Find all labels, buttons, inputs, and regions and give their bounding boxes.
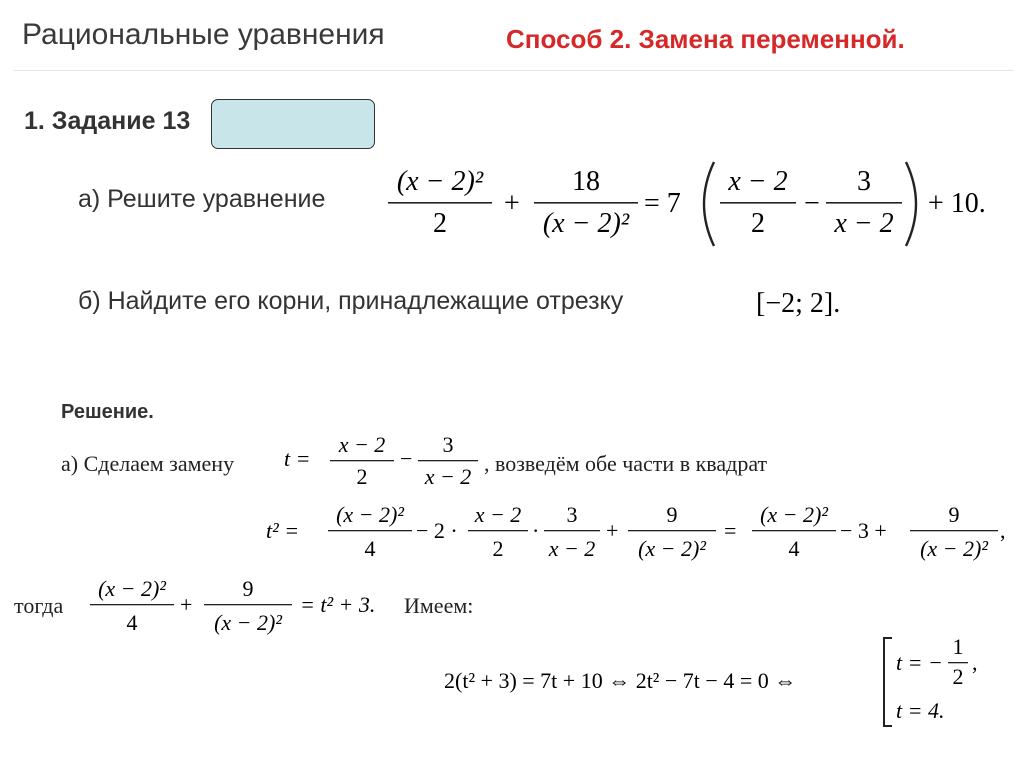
sq-f3d: x − 2 bbox=[548, 536, 596, 561]
sq-f6d: (x − 2)² bbox=[920, 536, 988, 561]
then-plus: + bbox=[180, 592, 193, 617]
final-equivalence bbox=[444, 634, 1004, 730]
root1-prefix: t = − bbox=[896, 650, 943, 675]
sq-f1d: 4 bbox=[364, 536, 376, 561]
sq-bar3 bbox=[544, 530, 600, 531]
eq-frac2-bar bbox=[534, 202, 638, 204]
eq-equals-seven: = 7 bbox=[644, 188, 681, 219]
have-word: Имеем: bbox=[404, 593, 474, 618]
sub-t-eq: t = bbox=[284, 446, 311, 471]
then-equation bbox=[88, 570, 376, 646]
system-bracket bbox=[884, 638, 892, 726]
title-divider bbox=[14, 70, 1014, 71]
sub-minus: − bbox=[400, 446, 413, 471]
sq-f2d: 2 bbox=[492, 536, 504, 561]
method-heading: Способ 2. Замена переменной. bbox=[506, 24, 905, 54]
sq-mid2: − 3 + bbox=[840, 518, 887, 543]
eq-frac1-num: (x − 2)² bbox=[396, 166, 484, 197]
then-rhs: = t² + 3. bbox=[300, 592, 376, 617]
sq-plus: + bbox=[606, 518, 619, 543]
sq-mid1: − 2 · bbox=[416, 518, 458, 543]
slide-title: Рациональные уравнения bbox=[22, 18, 385, 51]
sq-bar2 bbox=[468, 530, 528, 531]
sq-f2n: x − 2 bbox=[474, 502, 522, 527]
interval bbox=[752, 284, 872, 324]
eq-inner2-den: x − 2 bbox=[834, 208, 894, 239]
eq-plus: + bbox=[504, 188, 520, 219]
substitution-suffix: , возведём обе части в квадрат bbox=[484, 451, 768, 476]
sq-dot: · bbox=[532, 518, 540, 543]
sq-f5d: 4 bbox=[788, 536, 800, 561]
sq-f5n: (x − 2)² bbox=[760, 502, 828, 527]
sq-f4n: 9 bbox=[666, 502, 678, 527]
sq-f4d: (x − 2)² bbox=[638, 536, 706, 561]
sub-den1: 2 bbox=[356, 464, 368, 489]
sq-f1n: (x − 2)² bbox=[336, 502, 404, 527]
sub-num2: 3 bbox=[442, 432, 454, 457]
root2: t = 4. bbox=[896, 698, 945, 723]
sq-bar4 bbox=[628, 530, 716, 531]
then-f2d: (x − 2)² bbox=[214, 610, 282, 635]
sq-f3n: 3 bbox=[566, 502, 578, 527]
eq-inner1-den: 2 bbox=[751, 208, 765, 239]
eq-inner1-bar bbox=[720, 202, 796, 204]
sq-bar5 bbox=[752, 530, 836, 531]
then-f2n: 9 bbox=[242, 576, 254, 601]
then-f1d: 4 bbox=[126, 610, 138, 635]
square-expansion bbox=[266, 496, 1016, 572]
root1-den: 2 bbox=[952, 664, 964, 689]
sq-bar6 bbox=[910, 530, 998, 531]
eq-frac2-den: (x − 2)² bbox=[542, 208, 630, 239]
eq-minus: − bbox=[804, 188, 820, 219]
then-bar1 bbox=[90, 604, 174, 605]
then-word: тогда bbox=[14, 593, 64, 618]
eq-frac1-bar bbox=[388, 202, 492, 204]
substitution-formula bbox=[284, 428, 484, 498]
final-chain: 2(t² + 3) = 7t + 10 ⇔ 2t² − 7t − 4 = 0 ⇔ bbox=[444, 668, 797, 693]
sq-f6n: 9 bbox=[948, 502, 960, 527]
eq-left-paren bbox=[704, 162, 714, 246]
root1-comma: , bbox=[972, 650, 978, 675]
sub-num1: x − 2 bbox=[338, 432, 386, 457]
task-label: 1. Задание 13 bbox=[24, 107, 191, 135]
root1-num: 1 bbox=[952, 634, 964, 659]
then-f1n: (x − 2)² bbox=[98, 576, 166, 601]
interval-text: [−2; 2]. bbox=[756, 288, 841, 319]
then-bar2 bbox=[204, 604, 292, 605]
eq-frac1-den: 2 bbox=[433, 208, 447, 239]
sq-lhs: t² = bbox=[266, 518, 300, 543]
eq-inner1-num: x − 2 bbox=[728, 166, 788, 197]
solution-heading: Решение. bbox=[61, 401, 154, 423]
main-equation bbox=[380, 156, 1020, 252]
substitution-prefix: а) Сделаем замену bbox=[61, 451, 235, 476]
eq-inner2-num: 3 bbox=[857, 166, 871, 197]
sub-bar2 bbox=[418, 460, 478, 461]
eq-right-paren bbox=[906, 162, 916, 246]
sq-bar1 bbox=[328, 530, 412, 531]
sq-eq: = bbox=[724, 518, 737, 543]
eq-inner2-bar bbox=[826, 202, 902, 204]
part-a-text: а) Решите уравнение bbox=[78, 185, 326, 213]
part-b-text: б) Найдите его корни, принадлежащие отрезку bbox=[78, 287, 624, 315]
eq-frac2-num: 18 bbox=[572, 166, 600, 197]
eq-tail: + 10. bbox=[928, 188, 986, 219]
sub-bar1 bbox=[330, 460, 394, 461]
sq-comma: , bbox=[1000, 518, 1006, 543]
sub-den2: x − 2 bbox=[424, 464, 472, 489]
answer-mask-box bbox=[211, 99, 375, 149]
